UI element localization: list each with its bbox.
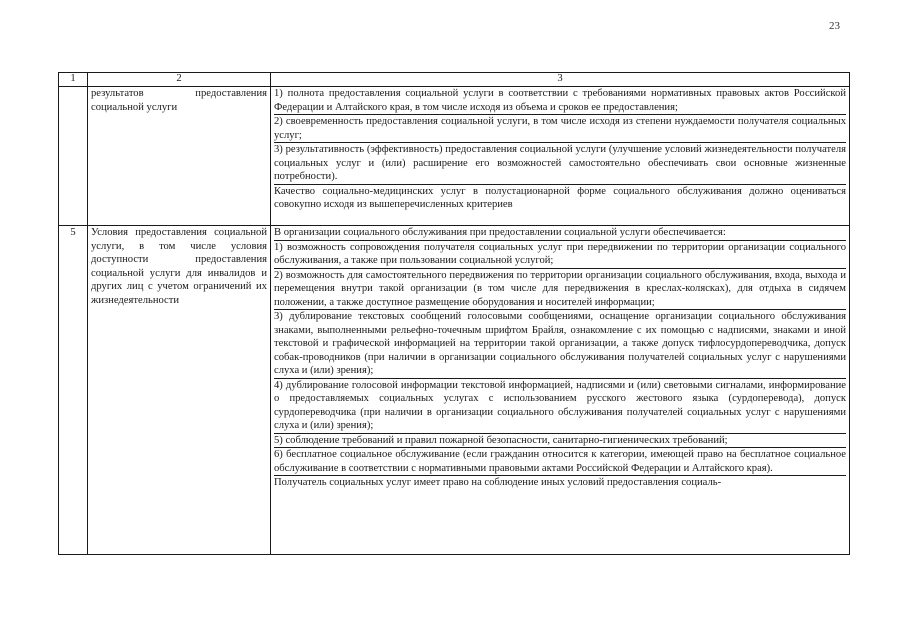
row-content xyxy=(271,226,850,555)
content-paragraph: Качество социально-медицинских услуг в полустационарной форме социального обслуживания должно оцениваться совокупно исходя из вышеперечисленных критериев xyxy=(274,185,846,210)
row-title: результатов предоставления социальной услуги xyxy=(88,87,271,226)
content-paragraph: 1) полнота предоставления социальной услуги в соответствии с требованиями нормативных правовых актов Российской Федерации и Алтайского края, в том числе исходя из объема и сроков ее предоставления; xyxy=(274,87,846,115)
table-header-row xyxy=(59,73,850,87)
header-col-1: 1 xyxy=(59,73,88,87)
content-paragraph: 5) соблюдение требований и правил пожарной безопасности, санитарно-гигиенических требований; xyxy=(274,434,846,449)
row-content xyxy=(271,87,850,226)
content-paragraph: В организации социального обслуживания при предоставлении социальной услуги обеспечивается: xyxy=(274,226,846,241)
table-row xyxy=(59,226,850,555)
content-paragraph: 6) бесплатное социальное обслуживание (если гражданин относится к категории, имеющей право на бесплатное социальное обслуживание в соответствии с нормативными правовыми актами Российской Федерации и Алтайского края). xyxy=(274,448,846,476)
content-paragraph: 2) своевременность предоставления социальной услуги, в том числе исходя из степени нуждаемости получателя социальных услуг; xyxy=(274,115,846,143)
page-number: 23 xyxy=(829,20,840,32)
content-paragraph: Получатель социальных услуг имеет право на соблюдение иных условий предоставления социаль- xyxy=(274,477,722,488)
header-col-2: 2 xyxy=(88,73,271,87)
table-row xyxy=(59,87,850,226)
content-paragraph: 3) результативность (эффективность) предоставления социальной услуги (улучшение условий жизнедеятельности получателя социальных услуг и (или) расширение его возможностей самостоятельно обеспечивать свои основные жизненные потребности). xyxy=(274,143,846,185)
header-col-3: 3 xyxy=(271,73,850,87)
row-number xyxy=(59,87,88,226)
row-number: 5 xyxy=(59,226,88,555)
content-paragraph: 2) возможность для самостоятельного передвижения по территории организации социального обслуживания, входа, выхода и перемещения внутри такой организации (в том числе для передвижения в креслах-колясках), для отдыха в сидячем положении, а также доступное размещение оборудования и носителей информации; xyxy=(274,269,846,311)
row-title: Условия предоставления социальной услуги, в том числе условия доступности предоставления социальной услуги для инвалидов и других лиц с учетом ограничений их жизнедеятельности xyxy=(88,226,271,555)
content-paragraph: 1) возможность сопровождения получателя социальных услуг при передвижении по территории организации социального обслуживания, а также при пользовании социальной услугой; xyxy=(274,241,846,269)
content-paragraph: 4) дублирование голосовой информации текстовой информацией, надписями и (или) световыми сигналами, информирование о предоставляемых социальных услугах с использованием русского жестового языка (сурдоперевода), допуск сурдопереводчика (при наличии в организации социального обслуживания получателей социальных услуг с нарушениями слуха и (или) зрения); xyxy=(274,379,846,434)
services-table xyxy=(58,72,850,555)
content-paragraph: 3) дублирование текстовых сообщений голосовыми сообщениями, оснащение организации социального обслуживания знаками, выполненными рельефно-точечным шрифтом Брайля, ознакомление с их помощью с надписями, знаками и иной текстовой и графической информацией на территории такой организации, а также допуск тифлосурдопереводчика, допуск собак-проводников (при наличии в организации социального обслуживания получателей социальных услуг с нарушениями слуха и (или) зрения); xyxy=(274,310,846,379)
